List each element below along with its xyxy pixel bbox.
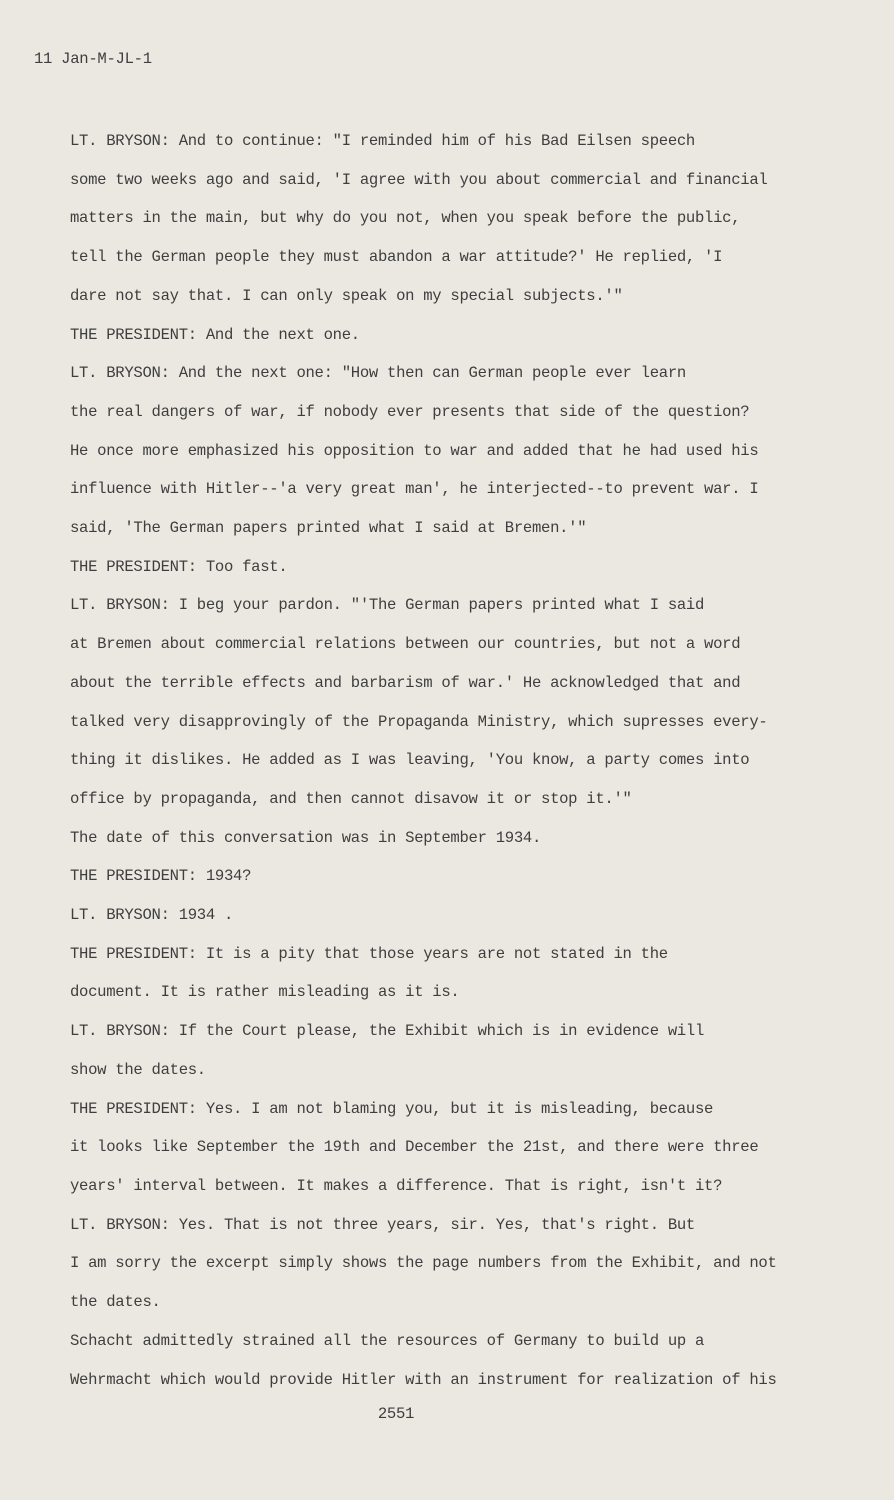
transcript-line: THE PRESIDENT: It is a pity that those years are not stated in the bbox=[70, 944, 668, 963]
transcript-line: tell the German people they must abandon a war attitude?' He replied, 'I bbox=[70, 248, 723, 267]
page-header-reference: 11 Jan-M-JL-1 bbox=[34, 50, 152, 68]
transcript-line: The date of this conversation was in September 1934. bbox=[70, 828, 542, 847]
transcript-line: years' interval between. It makes a difference. That is right, isn't it? bbox=[70, 1176, 723, 1195]
transcript-paragraph bbox=[30, 935, 790, 1012]
transcript-paragraph bbox=[30, 1322, 790, 1399]
transcript-line: influence with Hitler--'a very great man', he interjected--to prevent war. I bbox=[70, 480, 759, 499]
transcript-line: talked very disapprovingly of the Propaganda Ministry, which supresses every- bbox=[70, 712, 768, 731]
transcript-paragraph bbox=[30, 1012, 790, 1089]
transcript-paragraph bbox=[30, 1090, 790, 1206]
transcript-line: THE PRESIDENT: 1934? bbox=[70, 867, 252, 886]
transcript-line: thing it dislikes. He added as I was leaving, 'You know, a party comes into bbox=[70, 751, 750, 770]
transcript-line: LT. BRYSON: 1934 . bbox=[70, 906, 234, 925]
transcript-line: it looks like September the 19th and December the 21st, and there were three bbox=[70, 1138, 759, 1157]
transcript-line: the dates. bbox=[70, 1293, 161, 1312]
transcript-line: Wehrmacht which would provide Hitler with an instrument for realization of his bbox=[70, 1370, 777, 1389]
transcript-line: about the terrible effects and barbarism of war.' He acknowledged that and bbox=[70, 673, 741, 692]
transcript-line: some two weeks ago and said, 'I agree with you about commercial and financial bbox=[70, 170, 768, 189]
transcript-paragraph bbox=[30, 586, 790, 818]
transcript-line: LT. BRYSON: If the Court please, the Exhibit which is in evidence will bbox=[70, 1022, 705, 1041]
transcript-line: He once more emphasized his opposition to war and added that he had used his bbox=[70, 441, 759, 460]
transcript-paragraph bbox=[30, 122, 790, 316]
transcript-line: dare not say that. I can only speak on my special subjects.'" bbox=[70, 286, 623, 305]
transcript-paragraph bbox=[30, 1206, 790, 1322]
transcript-line: show the dates. bbox=[70, 1060, 206, 1079]
transcript-line: at Bremen about commercial relations between our countries, but not a word bbox=[70, 635, 741, 654]
transcript-paragraph bbox=[30, 354, 790, 548]
transcript-line: THE PRESIDENT: Yes. I am not blaming you, but it is misleading, because bbox=[70, 1099, 714, 1118]
page-number: 2551 bbox=[377, 1405, 415, 1423]
transcript-line: I am sorry the excerpt simply shows the page numbers from the Exhibit, and not bbox=[70, 1254, 777, 1273]
transcript-line: the real dangers of war, if nobody ever presents that side of the question? bbox=[70, 402, 750, 421]
transcript-body bbox=[30, 122, 790, 1399]
transcript-line: LT. BRYSON: I beg your pardon. "'The German papers printed what I said bbox=[70, 596, 705, 615]
transcript-line: office by propaganda, and then cannot disavow it or stop it.'" bbox=[70, 789, 632, 808]
transcript-paragraph bbox=[30, 819, 790, 858]
transcript-line: said, 'The German papers printed what I said at Bremen.'" bbox=[70, 519, 587, 538]
transcript-paragraph bbox=[30, 896, 790, 935]
transcript-paragraph bbox=[30, 548, 790, 587]
transcript-paragraph bbox=[30, 316, 790, 355]
transcript-line: LT. BRYSON: And to continue: "I reminded him of his Bad Eilsen speech bbox=[70, 132, 695, 150]
transcript-line: THE PRESIDENT: And the next one. bbox=[70, 325, 360, 344]
transcript-line: document. It is rather misleading as it is. bbox=[70, 983, 460, 1002]
transcript-line: THE PRESIDENT: Too fast. bbox=[70, 557, 288, 576]
transcript-paragraph bbox=[30, 857, 790, 896]
transcript-line: LT. BRYSON: Yes. That is not three years, sir. Yes, that's right. But bbox=[70, 1215, 695, 1234]
transcript-line: matters in the main, but why do you not, when you speak before the public, bbox=[70, 209, 741, 228]
transcript-line: Schacht admittedly strained all the resources of Germany to build up a bbox=[70, 1331, 705, 1350]
transcript-line: LT. BRYSON: And the next one: "How then can German people ever learn bbox=[70, 364, 686, 383]
